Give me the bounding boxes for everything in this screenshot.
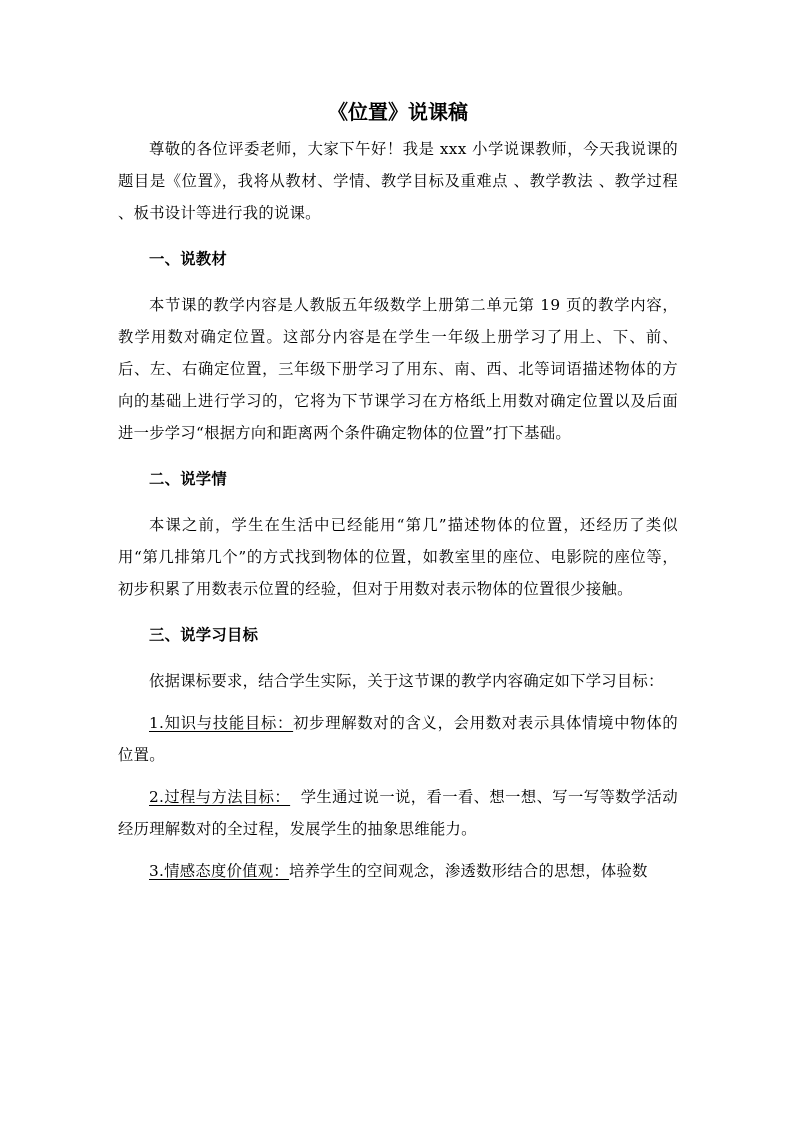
goal-text: 学生通过说一说，看一看、想一想、写一写等数学活动经历理解数对的全过程，发展学生的抽象思维能力。 (118, 788, 678, 838)
goal-text: 初步理解数对的含义，会用数对表示具体情境中物体的位置。 (118, 714, 678, 764)
section-heading-goals: 三、说学习目标 (149, 626, 259, 644)
goal-label: 2.过程与方法目标： (149, 788, 291, 806)
section-heading-learners: 二、说学情 (149, 470, 227, 488)
learners-paragraph: 本课之前，学生在生活中已经能用“第几”描述物体的位置，还经历了类似用“第几排第几个”的方式找到物体的位置，如教室里的座位、电影院的座位等，初步积累了用数表示位置的经验，但对于用数对表示物体的位置很少接触。 (118, 516, 678, 598)
page-title: 《位置》说课稿 (328, 100, 468, 124)
goals-intro-paragraph: 依据课标要求，结合学生实际，关于这节课的教学内容确定如下学习目标： (149, 672, 664, 690)
goal-text: 培养学生的空间观念，渗透数形结合的思想，体验数 (288, 862, 648, 880)
goal-label: 1.知识与技能目标： (149, 714, 294, 732)
textbook-paragraph: 本节课的教学内容是人教版五年级数学上册第二单元第 19 页的教学内容，教学用数对确定位置。这部分内容是在学生一年级上册学习了用上、下、前、后、左、右确定位置，三年级下册学习了用东、南、西、北等词语描述物体的方向的基础上进行学习的，它将为下节课学习在方格纸上用数对确定位置以及后面进一步学习“根据方向和距离两个条件确定物体的位置”打下基础。 (118, 296, 678, 442)
intro-paragraph: 尊敬的各位评委老师，大家下午好！我是 xxx 小学说课教师，今天我说课的题目是《位置》，我将从教材、学情、教学目标及重难点 、教学教法 、教学过程 、板书设计等进行我的说课。 (118, 140, 678, 222)
goal-emotion-attitude (118, 855, 678, 887)
goal-process-method (118, 781, 678, 845)
goal-knowledge-skills (118, 707, 678, 771)
document-page (118, 92, 678, 887)
goal-label: 3.情感态度价值观： (149, 862, 289, 880)
section-heading-textbook: 一、说教材 (149, 250, 227, 268)
